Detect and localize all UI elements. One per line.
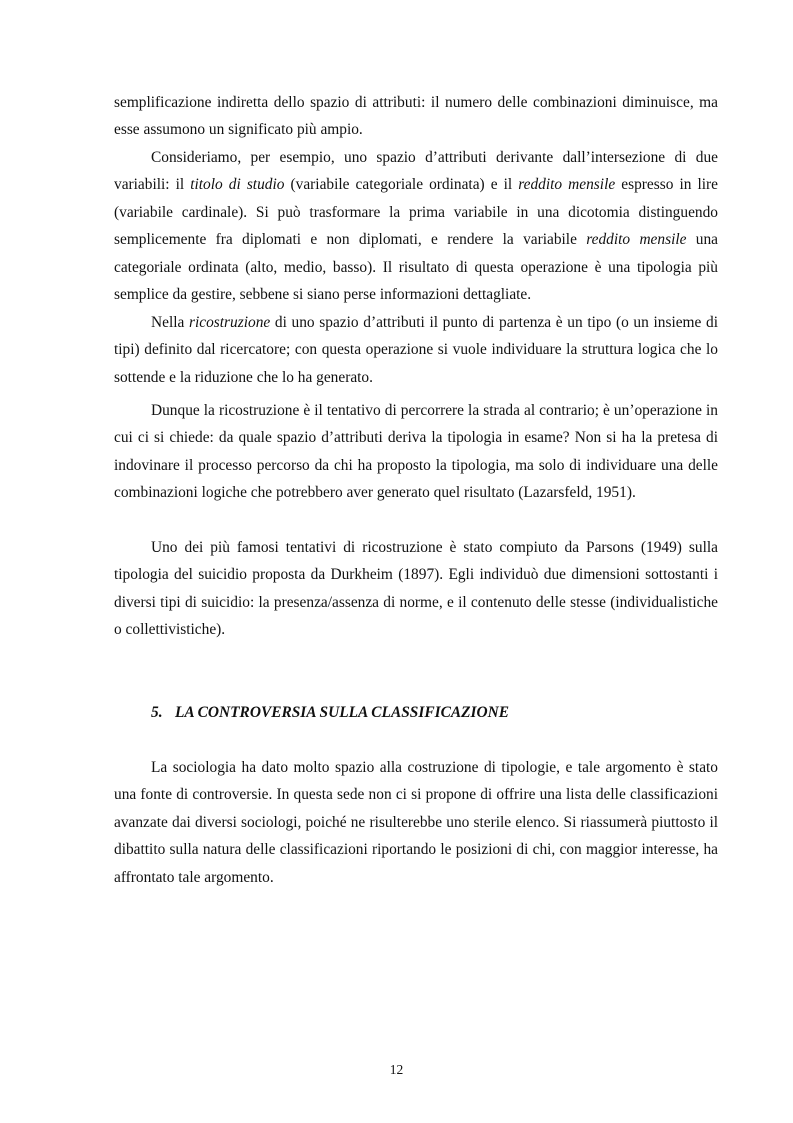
section-number: 5.: [151, 704, 163, 721]
text-run: semplificazione indiretta dello spazio di attributi: il numero delle combinazioni diminuisce, ma esse assumono un significato più ampio.: [114, 94, 718, 139]
text-run: una categoriale ordinata (alto, medio, basso). Il risultato di questa operazione è una tipologia più semplice da gestire, sebbene si siano perse informazioni dettagliate.: [114, 231, 718, 304]
text-run: di uno spazio d’attributi il punto di partenza è un tipo (o un insieme di tipi) definito dal ricercatore; con questa operazione si vuole individuare la struttura logica che lo sottende e la riduzione che lo ha generato.: [114, 314, 718, 386]
italic-term: titolo di studio: [190, 176, 285, 194]
italic-term: reddito mensile: [586, 231, 687, 249]
paragraph-continuation: [114, 89, 718, 144]
paragraph-attribute-space-example: [114, 144, 718, 308]
text-run: Nella: [151, 314, 189, 331]
paragraph-section-intro: [114, 754, 718, 891]
document-page: [114, 0, 718, 1123]
text-run: (variabile categoriale ordinata) e il: [284, 176, 519, 194]
section-heading: [151, 702, 509, 724]
italic-term: ricostruzione: [189, 314, 271, 331]
text-run: Consideriamo, per esempio, uno spazio d’attributi derivante dall’intersezione di due variabili: il: [114, 149, 718, 194]
italic-term: reddito mensile: [518, 176, 616, 194]
text-run: espresso in lire (variabile cardinale). Si può trasformare la prima variabile in una dicotomia distinguendo semplicemente fra diplomati e non diplomati, e rendere la variabile: [114, 176, 718, 249]
page-number: 12: [389, 1062, 404, 1077]
text-run: La sociologia ha dato molto spazio alla costruzione di tipologie, e tale argomento è stato una fonte di controversie. In questa sede non ci si propone di offrire una lista delle classificazioni avanzate dai diversi sociologi, poiché ne risulterebbe uno sterile elenco. Si riassumerà piuttosto il dibattito sulla natura delle classificazioni riportando le posizioni di chi, con maggior interesse, ha affrontato tale argomento.: [114, 759, 718, 886]
text-run: Dunque la ricostruzione è il tentativo di percorrere la strada al contrario; è un’operazione in cui ci si chiede: da quale spazio d’attributi deriva la tipologia in esame? Non si ha la pretesa di indovinare il processo percorso da chi ha proposto la tipologia, ma solo di individuare una delle combinazioni logiche che potrebbero aver generato quel risultato (Lazarsfeld, 1951).: [114, 402, 718, 502]
paragraph-reconstruction-definition: [114, 309, 718, 391]
paragraph-parsons-durkheim: [114, 534, 718, 644]
paragraph-reconstruction-explanation: [114, 397, 718, 507]
text-run: Uno dei più famosi tentativi di ricostruzione è stato compiuto da Parsons (1949) sulla tipologia del suicidio proposta da Durkheim (1897). Egli individuò due dimensioni sottostanti i diversi tipi di suicidio: la presenza/assenza di norme, e il contenuto delle stesse (individualistiche o collettivistiche).: [114, 539, 718, 639]
section-title: LA CONTROVERSIA SULLA CLASSIFICAZIONE: [175, 704, 510, 721]
